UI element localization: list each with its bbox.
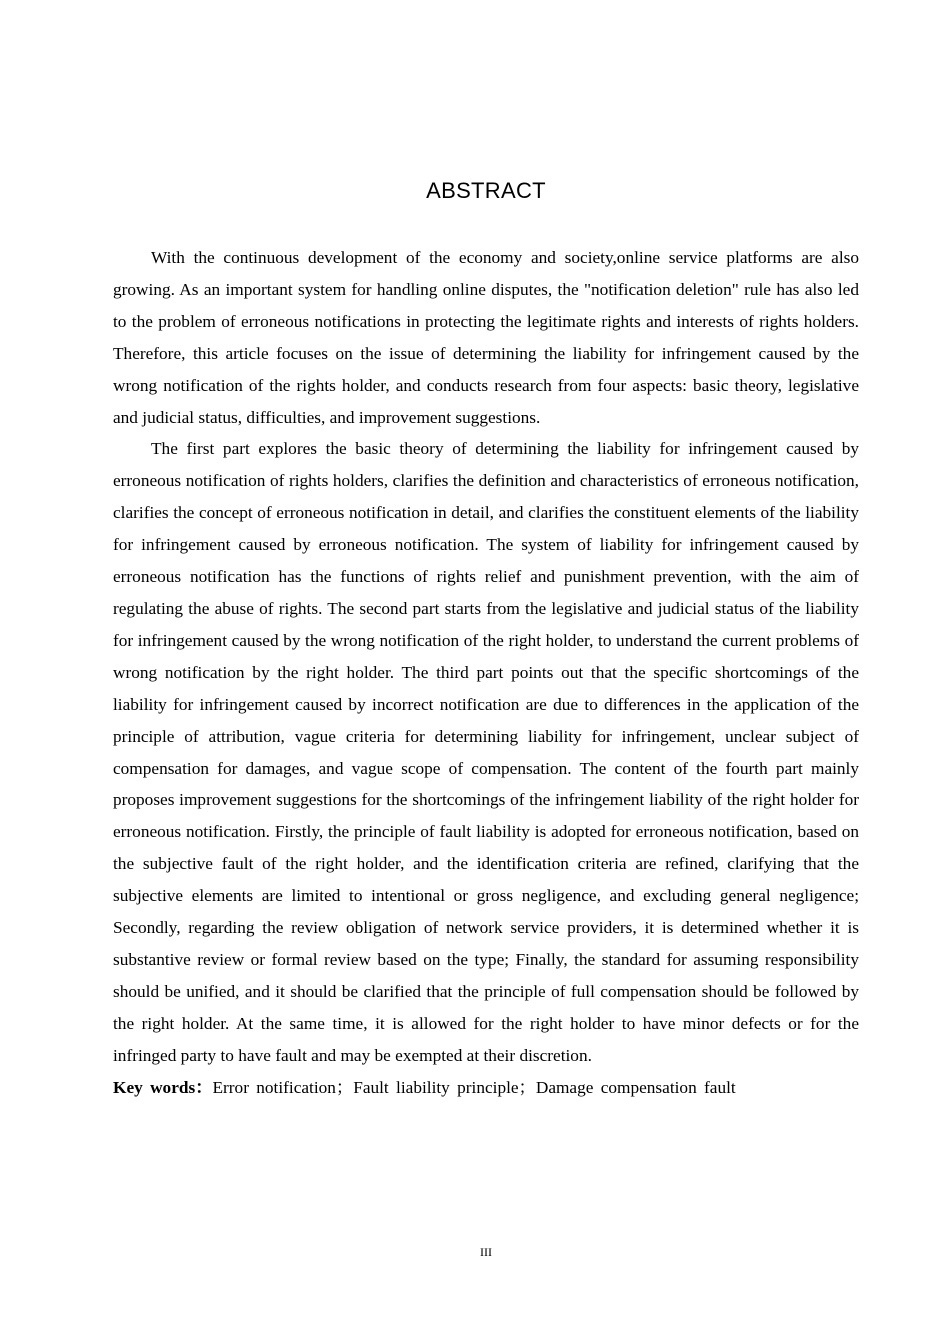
keywords-text: Error notification；Fault liability principle；Damage compensation fault: [212, 1077, 736, 1097]
page-number: III: [480, 1245, 492, 1259]
abstract-body: [113, 242, 859, 1103]
abstract-title: ABSTRACT: [426, 178, 546, 203]
keywords-label: Key words：: [113, 1077, 213, 1097]
abstract-paragraph-1: With the continuous development of the economy and society,online service platforms are also growing. As an important system for handling online disputes, the "notification deletion" rule has also led to the problem of erroneous notifications in protecting the legitimate rights and interests of rights holders. Therefore, this article focuses on the issue of determining the liability for infringement caused by the wrong notification of the rights holder, and conducts research from four aspects: basic theory, legislative and judicial status, difficulties, and improvement suggestions.: [113, 248, 859, 427]
keywords-line: [113, 1072, 859, 1104]
abstract-paragraph-2: The first part explores the basic theory of determining the liability for infringement caused by erroneous notification of rights holders, clarifies the definition and characteristics of erroneous notification, clarifies the concept of erroneous notification in detail, and clarifies the constituent elements of the liability for infringement caused by erroneous notification. The system of liability for infringement caused by erroneous notification has the functions of rights relief and punishment prevention, with the aim of regulating the abuse of rights. The second part starts from the legislative and judicial status of the liability for infringement caused by the wrong notification of the right holder, to understand the current problems of wrong notification by the right holder. The third part points out that the specific shortcomings of the liability for infringement caused by incorrect notification are due to differences in the application of the principle of attribution, vague criteria for determining liability for infringement, unclear subject of compensation for damages, and vague scope of compensation. The content of the fourth part mainly proposes improvement suggestions for the shortcomings of the infringement liability of the right holder for erroneous notification. Firstly, the principle of fault liability is adopted for erroneous notification, based on the subjective fault of the right holder, and the identification criteria are refined, clarifying that the subjective elements are limited to intentional or gross negligence, and excluding general negligence; Secondly, regarding the review obligation of network service providers, it is determined whether it is substantive review or formal review based on the type; Finally, the standard for assuming responsibility should be unified, and it should be clarified that the principle of full compensation should be followed by the right holder. At the same time, it is allowed for the right holder to have minor defects or for the infringed party to have fault and may be exempted at their discretion.: [113, 439, 859, 1065]
